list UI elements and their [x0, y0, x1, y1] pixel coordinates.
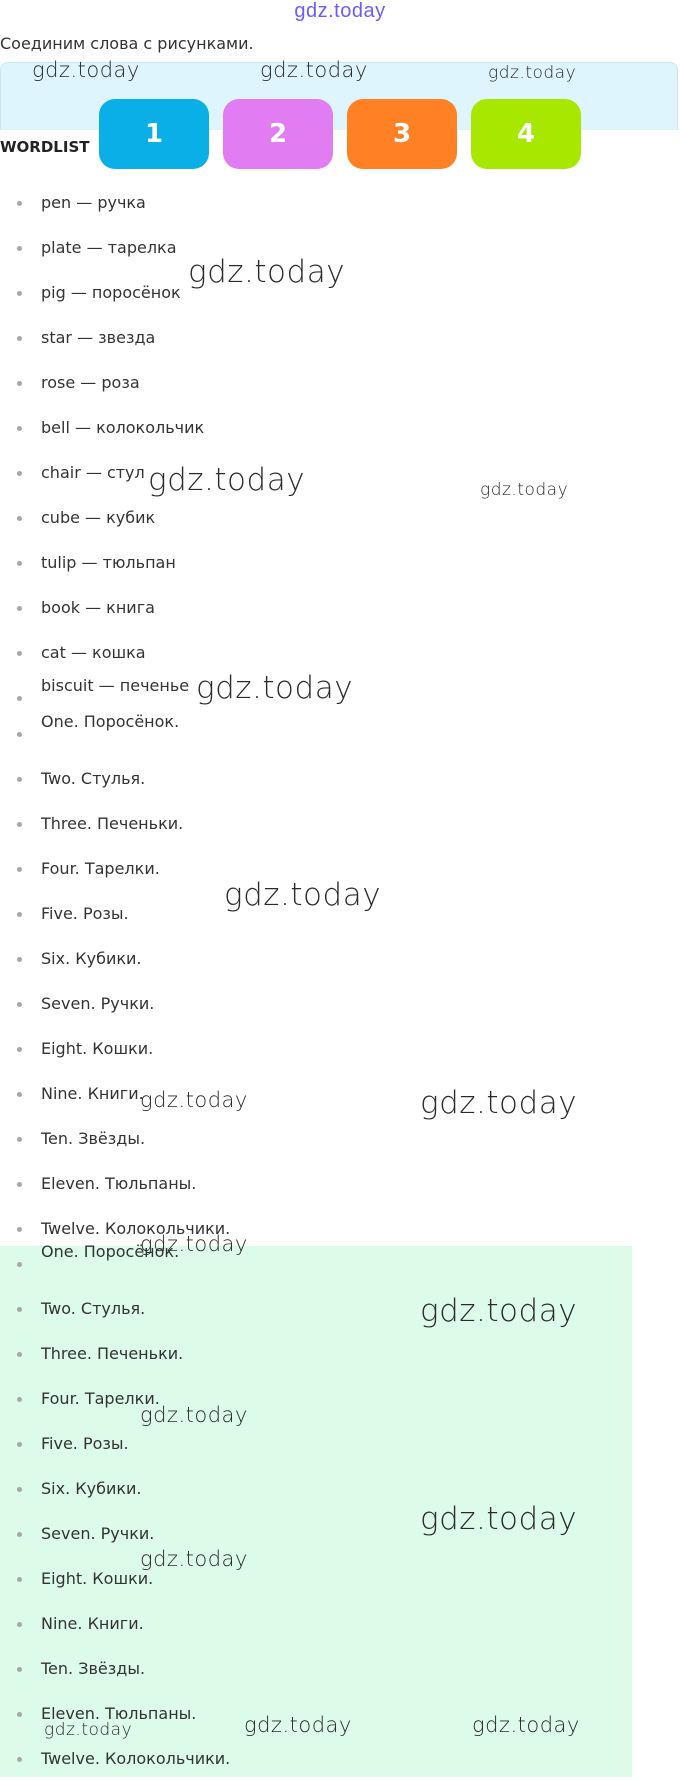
picture-number: 3	[392, 119, 412, 149]
list-item: rose — роза	[0, 360, 204, 405]
watermark: gdz.today	[140, 1547, 248, 1571]
watermark: gdz.today	[148, 462, 306, 498]
list-item: Four. Тарелки.	[0, 1376, 230, 1421]
word-list	[0, 180, 204, 720]
list-item: Nine. Книги.	[0, 1071, 230, 1116]
list-item: biscuit — печенье	[0, 675, 204, 720]
list-item: Eight. Кошки.	[0, 1026, 230, 1071]
watermark: gdz.today	[140, 1403, 248, 1427]
watermark: gdz.today	[260, 58, 368, 82]
picture-number: 1	[144, 119, 164, 149]
watermark: gdz.today	[188, 254, 346, 290]
picture-card-2	[223, 99, 333, 169]
list-item: Seven. Ручки.	[0, 981, 230, 1026]
list-item: Five. Розы.	[0, 891, 230, 936]
picture-card-1	[99, 99, 209, 169]
list-item: Two. Стулья.	[0, 756, 230, 801]
list-item: Two. Стулья.	[0, 1286, 230, 1331]
list-item: tulip — тюльпан	[0, 540, 204, 585]
list-item: Three. Печеньки.	[0, 1331, 230, 1376]
list-item: Six. Кубики.	[0, 936, 230, 981]
watermark: gdz.today	[44, 1720, 133, 1740]
answer-list	[0, 1241, 230, 1781]
list-item: book — книга	[0, 585, 204, 630]
watermark: gdz.today	[488, 63, 577, 83]
list-item: Eight. Кошки.	[0, 1556, 230, 1601]
list-item: chair — стул	[0, 450, 204, 495]
picture-card-4	[471, 99, 581, 169]
watermark: gdz.today	[480, 480, 569, 500]
list-item: cat — кошка	[0, 630, 204, 675]
list-item: star — звезда	[0, 315, 204, 360]
watermark: gdz.today	[196, 670, 354, 706]
picture-number: 2	[268, 119, 288, 149]
list-item: Nine. Книги.	[0, 1601, 230, 1646]
sentence-list	[0, 711, 230, 1251]
watermark: gdz.today	[224, 877, 382, 913]
list-item: Seven. Ручки.	[0, 1511, 230, 1556]
list-item: Ten. Звёзды.	[0, 1116, 230, 1161]
watermark: gdz.today	[472, 1713, 580, 1737]
list-item: cube — кубик	[0, 495, 204, 540]
list-item: Twelve. Колокольчики.	[0, 1206, 230, 1251]
list-item: pen — ручка	[0, 180, 204, 225]
task-subtitle: Соединим слова с рисунками.	[0, 34, 254, 53]
list-item: pig — поросёнок	[0, 270, 204, 315]
list-item: Ten. Звёзды.	[0, 1646, 230, 1691]
list-item: Eleven. Тюльпаны.	[0, 1691, 230, 1736]
site-logo[interactable]: gdz.today	[294, 0, 386, 22]
list-item: Four. Тарелки.	[0, 846, 230, 891]
watermark: gdz.today	[244, 1713, 352, 1737]
list-item: One. Поросёнок.	[0, 1241, 230, 1286]
watermark: gdz.today	[140, 1088, 248, 1112]
list-item: Eleven. Тюльпаны.	[0, 1161, 230, 1206]
picture-card-3	[347, 99, 457, 169]
watermark: gdz.today	[420, 1501, 578, 1537]
watermark: gdz.today	[420, 1085, 578, 1121]
watermark: gdz.today	[140, 1232, 248, 1256]
list-item: Six. Кубики.	[0, 1466, 230, 1511]
list-item: Five. Розы.	[0, 1421, 230, 1466]
wordlist-heading: WORDLIST	[0, 138, 90, 156]
watermark: gdz.today	[420, 1293, 578, 1329]
list-item: One. Поросёнок.	[0, 711, 230, 756]
list-item: bell — колокольчик	[0, 405, 204, 450]
list-item: plate — тарелка	[0, 225, 204, 270]
picture-number: 4	[516, 119, 536, 149]
list-item: Twelve. Колокольчики.	[0, 1736, 230, 1781]
list-item: Three. Печеньки.	[0, 801, 230, 846]
watermark: gdz.today	[32, 58, 140, 82]
